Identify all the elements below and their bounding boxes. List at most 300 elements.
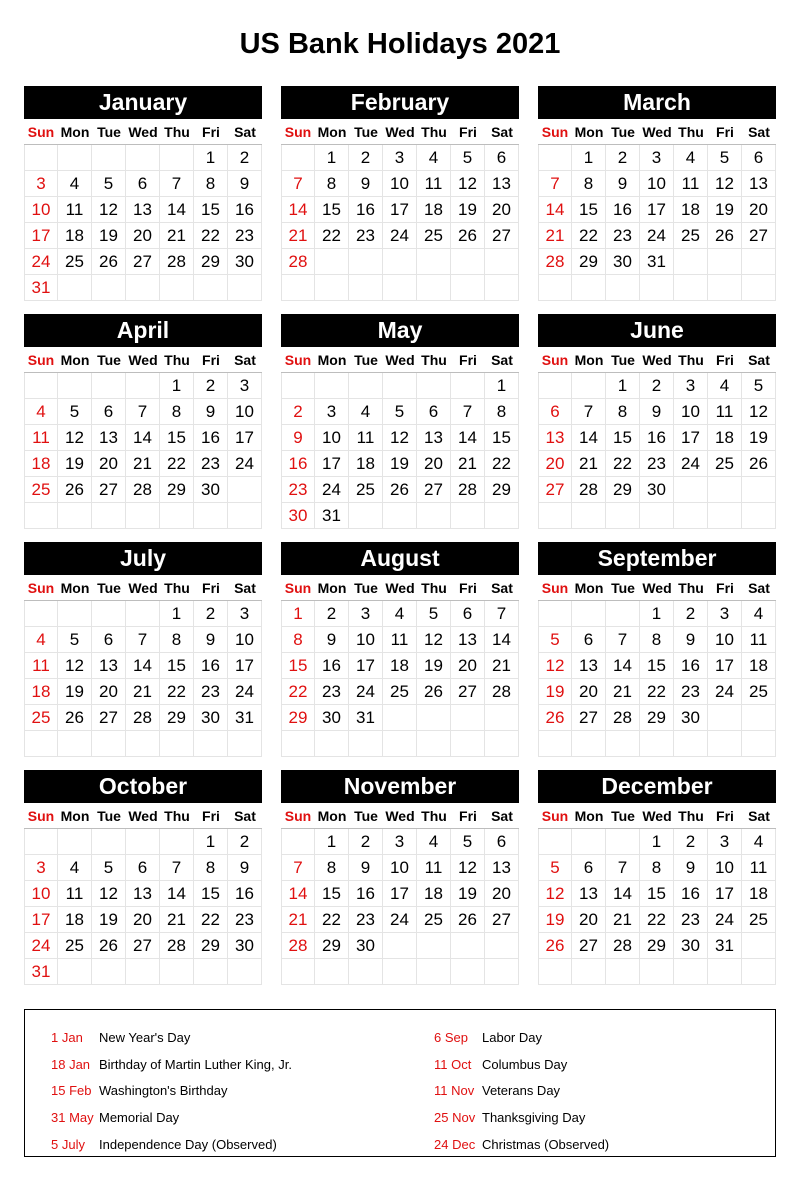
day-cell: 25	[417, 907, 451, 933]
weekday-label: Sat	[491, 124, 513, 140]
empty-cell	[606, 275, 640, 301]
empty-cell	[708, 477, 742, 503]
day-cell: 3	[24, 171, 58, 197]
weekday-label: Wed	[642, 352, 672, 368]
day-cell: 7	[451, 399, 485, 425]
weekday-label: Tue	[354, 580, 378, 596]
day-cell: 24	[708, 679, 742, 705]
day-cell: 27	[538, 477, 572, 503]
day-cell: 19	[451, 881, 485, 907]
day-cell: 30	[674, 705, 708, 731]
empty-cell	[674, 503, 708, 529]
weekday-label: Wed	[385, 124, 415, 140]
day-cell: 20	[126, 907, 160, 933]
day-cell: 7	[126, 627, 160, 653]
day-cell: 6	[538, 399, 572, 425]
day-cell: 14	[281, 881, 315, 907]
day-cell: 25	[742, 679, 776, 705]
day-cell: 30	[194, 477, 228, 503]
weekday-label: Mon	[317, 352, 347, 368]
day-cell: 28	[572, 477, 606, 503]
day-cell: 13	[572, 653, 606, 679]
day-cell: 19	[417, 653, 451, 679]
month-march	[538, 86, 776, 301]
day-cell: 15	[640, 881, 674, 907]
day-cell: 27	[485, 223, 519, 249]
weekday-label: Tue	[97, 580, 121, 596]
day-cell: 12	[708, 171, 742, 197]
day-grid	[24, 145, 262, 301]
day-cell: 23	[674, 907, 708, 933]
day-cell: 30	[315, 705, 349, 731]
weekday-header-row	[281, 803, 519, 829]
weekday-label: Tue	[354, 808, 378, 824]
day-cell: 2	[315, 601, 349, 627]
day-cell: 16	[194, 653, 228, 679]
day-cell: 12	[451, 855, 485, 881]
day-cell: 17	[315, 451, 349, 477]
day-cell: 26	[742, 451, 776, 477]
day-cell: 17	[228, 653, 262, 679]
day-cell: 18	[24, 679, 58, 705]
day-cell: 2	[674, 829, 708, 855]
day-cell: 19	[92, 907, 126, 933]
day-cell: 25	[58, 933, 92, 959]
day-cell: 4	[742, 829, 776, 855]
day-cell: 26	[538, 933, 572, 959]
day-cell: 25	[417, 223, 451, 249]
day-cell: 8	[485, 399, 519, 425]
day-cell: 20	[92, 679, 126, 705]
day-cell: 20	[742, 197, 776, 223]
empty-cell	[281, 275, 315, 301]
day-cell: 4	[24, 627, 58, 653]
day-cell: 15	[640, 653, 674, 679]
day-cell: 1	[194, 145, 228, 171]
empty-cell	[485, 503, 519, 529]
day-cell: 29	[606, 477, 640, 503]
day-cell: 17	[674, 425, 708, 451]
empty-cell	[315, 373, 349, 399]
day-cell: 26	[708, 223, 742, 249]
day-cell: 3	[708, 829, 742, 855]
day-cell: 23	[194, 451, 228, 477]
empty-cell	[58, 601, 92, 627]
day-cell: 23	[640, 451, 674, 477]
weekday-header-row	[538, 575, 776, 601]
day-grid	[538, 829, 776, 985]
day-cell: 11	[417, 171, 451, 197]
day-cell: 20	[572, 907, 606, 933]
day-cell: 21	[606, 679, 640, 705]
day-cell: 16	[349, 881, 383, 907]
day-cell: 17	[708, 881, 742, 907]
holiday-date: 18 Jan	[51, 1056, 91, 1072]
day-cell: 14	[126, 653, 160, 679]
day-cell: 28	[126, 705, 160, 731]
day-cell: 18	[58, 907, 92, 933]
holiday-name: Memorial Day	[99, 1110, 180, 1126]
day-cell: 11	[349, 425, 383, 451]
day-cell: 25	[383, 679, 417, 705]
day-cell: 20	[485, 881, 519, 907]
day-cell: 11	[58, 881, 92, 907]
empty-cell	[194, 959, 228, 985]
day-cell: 1	[160, 373, 194, 399]
day-cell: 20	[451, 653, 485, 679]
holiday-name: Birthday of Martin Luther King, Jr.	[99, 1056, 292, 1072]
day-cell: 7	[606, 627, 640, 653]
empty-cell	[674, 959, 708, 985]
holiday-item	[51, 1051, 292, 1078]
day-cell: 6	[126, 855, 160, 881]
weekday-header-row	[538, 347, 776, 373]
empty-cell	[160, 145, 194, 171]
day-cell: 25	[674, 223, 708, 249]
empty-cell	[58, 275, 92, 301]
weekday-label: Thu	[421, 124, 447, 140]
day-cell: 22	[640, 907, 674, 933]
weekday-label: Tue	[97, 808, 121, 824]
day-cell: 27	[92, 477, 126, 503]
day-cell: 28	[160, 933, 194, 959]
day-cell: 16	[281, 451, 315, 477]
empty-cell	[538, 959, 572, 985]
day-cell: 30	[228, 249, 262, 275]
weekday-label: Wed	[385, 808, 415, 824]
day-cell: 2	[349, 145, 383, 171]
day-cell: 29	[640, 933, 674, 959]
day-cell: 9	[606, 171, 640, 197]
weekday-header-row	[538, 119, 776, 145]
weekday-header-row	[24, 347, 262, 373]
empty-cell	[24, 503, 58, 529]
weekday-label: Fri	[202, 124, 220, 140]
day-grid	[538, 601, 776, 757]
day-cell: 9	[349, 171, 383, 197]
empty-cell	[708, 503, 742, 529]
empty-cell	[160, 275, 194, 301]
weekday-label: Wed	[128, 580, 158, 596]
day-cell: 12	[92, 881, 126, 907]
day-cell: 12	[742, 399, 776, 425]
empty-cell	[538, 145, 572, 171]
weekday-label: Sun	[284, 580, 312, 596]
day-cell: 23	[349, 223, 383, 249]
day-cell: 9	[674, 627, 708, 653]
day-cell: 27	[485, 907, 519, 933]
day-cell: 23	[194, 679, 228, 705]
day-cell: 20	[485, 197, 519, 223]
holiday-date: 15 Feb	[51, 1083, 92, 1099]
day-cell: 14	[572, 425, 606, 451]
day-cell: 5	[417, 601, 451, 627]
day-cell: 6	[485, 829, 519, 855]
day-cell: 2	[674, 601, 708, 627]
day-cell: 19	[58, 451, 92, 477]
day-cell: 4	[674, 145, 708, 171]
day-cell: 7	[606, 855, 640, 881]
day-cell: 4	[58, 855, 92, 881]
holiday-date: 5 July	[51, 1137, 85, 1153]
holiday-name: Columbus Day	[482, 1056, 568, 1072]
day-cell: 18	[417, 197, 451, 223]
day-cell: 31	[315, 503, 349, 529]
day-cell: 4	[383, 601, 417, 627]
day-cell: 6	[451, 601, 485, 627]
weekday-label: Thu	[164, 580, 190, 596]
empty-cell	[126, 373, 160, 399]
day-cell: 18	[58, 223, 92, 249]
day-cell: 2	[194, 601, 228, 627]
weekday-label: Sun	[541, 580, 569, 596]
day-cell: 29	[572, 249, 606, 275]
empty-cell	[485, 249, 519, 275]
day-cell: 31	[228, 705, 262, 731]
day-cell: 16	[640, 425, 674, 451]
day-cell: 16	[349, 197, 383, 223]
weekday-label: Sun	[541, 808, 569, 824]
day-cell: 6	[485, 145, 519, 171]
day-cell: 31	[24, 275, 58, 301]
day-grid	[24, 373, 262, 529]
empty-cell	[417, 933, 451, 959]
empty-cell	[708, 249, 742, 275]
day-cell: 29	[640, 705, 674, 731]
weekday-label: Tue	[611, 808, 635, 824]
empty-cell	[92, 145, 126, 171]
day-cell: 24	[315, 477, 349, 503]
holiday-item	[434, 1104, 609, 1131]
day-cell: 16	[315, 653, 349, 679]
empty-cell	[451, 933, 485, 959]
day-cell: 24	[349, 679, 383, 705]
empty-cell	[349, 731, 383, 757]
empty-cell	[572, 275, 606, 301]
day-cell: 27	[126, 933, 160, 959]
weekday-label: Tue	[354, 352, 378, 368]
day-cell: 1	[485, 373, 519, 399]
weekday-header-row	[24, 119, 262, 145]
day-cell: 24	[228, 679, 262, 705]
empty-cell	[126, 731, 160, 757]
empty-cell	[126, 145, 160, 171]
day-cell: 21	[485, 653, 519, 679]
day-cell: 17	[640, 197, 674, 223]
weekday-label: Mon	[317, 124, 347, 140]
day-cell: 16	[228, 197, 262, 223]
day-cell: 22	[572, 223, 606, 249]
day-cell: 11	[742, 855, 776, 881]
day-cell: 18	[24, 451, 58, 477]
day-cell: 22	[485, 451, 519, 477]
empty-cell	[742, 275, 776, 301]
empty-cell	[92, 601, 126, 627]
day-cell: 13	[126, 197, 160, 223]
empty-cell	[572, 731, 606, 757]
day-cell: 22	[281, 679, 315, 705]
day-cell: 31	[24, 959, 58, 985]
holiday-name: Labor Day	[482, 1029, 542, 1045]
day-cell: 5	[58, 627, 92, 653]
day-cell: 5	[92, 171, 126, 197]
day-cell: 17	[228, 425, 262, 451]
day-cell: 29	[281, 705, 315, 731]
holiday-list-right	[434, 1024, 609, 1158]
day-cell: 15	[160, 653, 194, 679]
month-february	[281, 86, 519, 301]
day-cell: 31	[349, 705, 383, 731]
day-cell: 10	[228, 627, 262, 653]
month-november	[281, 770, 519, 985]
day-cell: 24	[674, 451, 708, 477]
day-cell: 8	[281, 627, 315, 653]
empty-cell	[674, 275, 708, 301]
day-cell: 5	[708, 145, 742, 171]
day-cell: 12	[451, 171, 485, 197]
holiday-legend	[24, 1009, 776, 1157]
weekday-label: Mon	[574, 580, 604, 596]
day-grid	[281, 829, 519, 985]
day-cell: 24	[640, 223, 674, 249]
day-cell: 6	[572, 855, 606, 881]
holiday-item	[434, 1051, 609, 1078]
day-cell: 14	[126, 425, 160, 451]
month-title: February	[281, 86, 519, 119]
empty-cell	[572, 373, 606, 399]
day-cell: 15	[315, 881, 349, 907]
day-cell: 21	[126, 679, 160, 705]
holiday-date: 25 Nov	[434, 1110, 476, 1126]
day-cell: 21	[538, 223, 572, 249]
holiday-item	[434, 1131, 609, 1158]
day-cell: 10	[708, 627, 742, 653]
day-cell: 17	[349, 653, 383, 679]
day-cell: 6	[572, 627, 606, 653]
day-cell: 3	[315, 399, 349, 425]
weekday-label: Fri	[459, 580, 477, 596]
empty-cell	[315, 731, 349, 757]
day-cell: 17	[708, 653, 742, 679]
day-cell: 12	[538, 653, 572, 679]
weekday-label: Wed	[385, 580, 415, 596]
empty-cell	[24, 731, 58, 757]
weekday-label: Tue	[97, 352, 121, 368]
empty-cell	[228, 477, 262, 503]
weekday-header-row	[281, 347, 519, 373]
day-cell: 20	[92, 451, 126, 477]
empty-cell	[383, 933, 417, 959]
day-cell: 2	[606, 145, 640, 171]
empty-cell	[742, 959, 776, 985]
empty-cell	[485, 705, 519, 731]
day-cell: 15	[572, 197, 606, 223]
day-cell: 7	[160, 171, 194, 197]
day-cell: 11	[24, 653, 58, 679]
empty-cell	[315, 275, 349, 301]
empty-cell	[24, 145, 58, 171]
day-cell: 18	[674, 197, 708, 223]
day-cell: 28	[281, 933, 315, 959]
empty-cell	[451, 731, 485, 757]
day-cell: 30	[640, 477, 674, 503]
day-cell: 4	[708, 373, 742, 399]
weekday-label: Fri	[459, 808, 477, 824]
empty-cell	[451, 249, 485, 275]
day-cell: 27	[451, 679, 485, 705]
empty-cell	[58, 145, 92, 171]
weekday-header-row	[281, 119, 519, 145]
month-title: July	[24, 542, 262, 575]
empty-cell	[485, 959, 519, 985]
weekday-label: Mon	[60, 580, 90, 596]
day-cell: 25	[708, 451, 742, 477]
day-cell: 19	[538, 907, 572, 933]
day-cell: 14	[451, 425, 485, 451]
empty-cell	[92, 275, 126, 301]
day-cell: 15	[194, 881, 228, 907]
day-cell: 11	[58, 197, 92, 223]
weekday-label: Sat	[234, 352, 256, 368]
weekday-label: Sun	[541, 124, 569, 140]
day-cell: 4	[349, 399, 383, 425]
day-cell: 10	[640, 171, 674, 197]
day-cell: 14	[160, 881, 194, 907]
weekday-label: Wed	[385, 352, 415, 368]
weekday-label: Thu	[164, 124, 190, 140]
holiday-list-left	[51, 1024, 292, 1158]
day-cell: 1	[281, 601, 315, 627]
day-cell: 15	[194, 197, 228, 223]
empty-cell	[417, 503, 451, 529]
day-cell: 12	[383, 425, 417, 451]
weekday-label: Thu	[421, 580, 447, 596]
weekday-label: Sat	[234, 580, 256, 596]
day-cell: 25	[24, 705, 58, 731]
empty-cell	[194, 503, 228, 529]
day-cell: 4	[417, 145, 451, 171]
empty-cell	[674, 731, 708, 757]
page-title: US Bank Holidays 2021	[239, 28, 561, 60]
day-cell: 23	[281, 477, 315, 503]
day-cell: 25	[58, 249, 92, 275]
day-cell: 25	[24, 477, 58, 503]
day-cell: 7	[281, 171, 315, 197]
holiday-item	[51, 1078, 292, 1105]
day-cell: 9	[349, 855, 383, 881]
empty-cell	[383, 705, 417, 731]
holiday-name: Christmas (Observed)	[482, 1137, 610, 1153]
weekday-label: Wed	[128, 352, 158, 368]
empty-cell	[228, 731, 262, 757]
day-cell: 3	[383, 145, 417, 171]
empty-cell	[349, 249, 383, 275]
empty-cell	[383, 959, 417, 985]
day-cell: 16	[606, 197, 640, 223]
day-cell: 29	[315, 933, 349, 959]
day-cell: 15	[606, 425, 640, 451]
day-cell: 26	[451, 223, 485, 249]
day-cell: 5	[92, 855, 126, 881]
day-cell: 22	[315, 223, 349, 249]
day-cell: 10	[24, 881, 58, 907]
day-cell: 24	[383, 223, 417, 249]
empty-cell	[538, 275, 572, 301]
day-cell: 27	[572, 933, 606, 959]
day-cell: 22	[160, 679, 194, 705]
empty-cell	[383, 503, 417, 529]
day-cell: 22	[606, 451, 640, 477]
